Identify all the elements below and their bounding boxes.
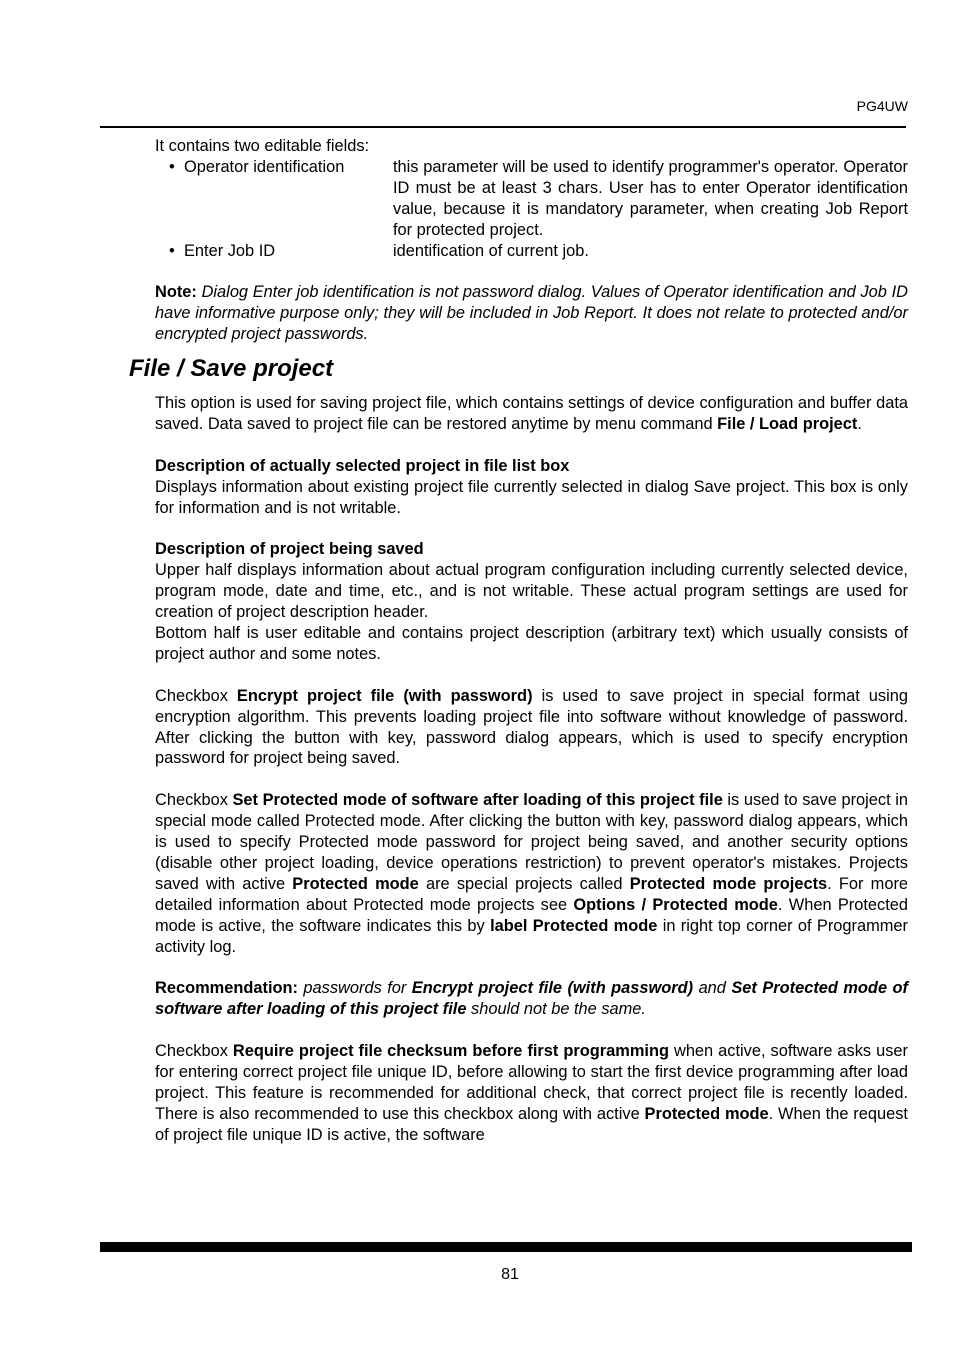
subheading-selected-project: Description of actually selected project in file list box: [155, 456, 570, 475]
project-saved-text-bottom: Bottom half is user editable and contains project description (arbitrary text) which usually consists of project author and some notes.: [155, 623, 908, 663]
selected-project-text: Displays information about existing project file currently selected in dialog Save project. This box is only for information and is not writable.: [155, 477, 908, 517]
encrypt-paragraph: Checkbox Encrypt project file (with password) is used to save project in special format using encryption algorithm. This prevents loading project file into software without knowledge of password. After clicking the button with key, password dialog appears, which is used to specify encryption password for project being saved.: [155, 686, 908, 768]
protected-mode-paragraph: Checkbox Set Protected mode of software after loading of this project file is used to save project in special mode called Protected mode. After clicking the button with key, password dialog appears, which is used to specify Protected mode password for project being saved, and another security options (disable other project loading, device operations restriction) to prevent operator's mistakes. Projects saved with active Protected mode are special projects called Protected mode projects. For more detailed information about Protected mode projects see Options / Protected mode. When Protected mode is active, the software indicates this by label Protected mode in right top corner of Programmer activity log.: [155, 791, 909, 956]
note-paragraph: [155, 282, 908, 345]
intro-text: It contains two editable fields:: [155, 137, 370, 155]
page-number: 81: [501, 1266, 519, 1283]
header-rule: [100, 126, 906, 128]
running-header: PG4UW: [856, 98, 908, 114]
footer-rule: [100, 1242, 912, 1252]
bullet-icon: •: [169, 241, 175, 260]
page-content: [129, 136, 909, 1146]
note-label: Note:: [155, 283, 197, 302]
project-saved-text-upper: Upper half displays information about actual program configuration including currently selected device, program mode, date and time, etc., and is not writable. These actual program settings are used for creation of project description header.: [155, 561, 908, 622]
field-name: Enter Job ID: [184, 241, 276, 260]
field-name: Operator identification: [184, 157, 345, 176]
field-description: identification of current job.: [393, 241, 589, 260]
field-item-job-id: [155, 241, 908, 262]
note-text: Dialog Enter job identification is not password dialog. Values of Operator identification and Job ID have informative purpose only; they will be included in Job Report. It does not relate to protected and/or encrypted project passwords.: [155, 283, 908, 344]
bullet-icon: •: [169, 157, 175, 176]
subheading-project-saved: Description of project being saved: [155, 540, 424, 559]
save-intro-paragraph: This option is used for saving project file, which contains settings of device configuration and buffer data saved. Data saved to project file can be restored anytime by menu command File / Load project.: [155, 394, 908, 433]
section-heading: File / Save project: [129, 355, 334, 383]
checksum-paragraph: Checkbox Require project file checksum before first programming when active, software asks user for entering correct project file unique ID, before allowing to start the first device programming after load project. This feature is recommended for additional check, that correct project file is recently loaded. There is also recommended to use this checkbox along with active Protected mode. When the request of project file unique ID is active, the software: [155, 1042, 908, 1144]
field-item-operator: [155, 157, 908, 241]
field-list: [155, 157, 908, 262]
field-description: this parameter will be used to identify programmer's operator. Operator ID must be at least 3 chars. User has to enter Operator identification value, because it is mandatory parameter, when creating Job Report for protected project.: [393, 157, 908, 239]
recommendation-paragraph: Recommendation: passwords for Encrypt project file (with password) and Set Protected mode of software after loading of this project file should not be the same.: [155, 979, 908, 1019]
